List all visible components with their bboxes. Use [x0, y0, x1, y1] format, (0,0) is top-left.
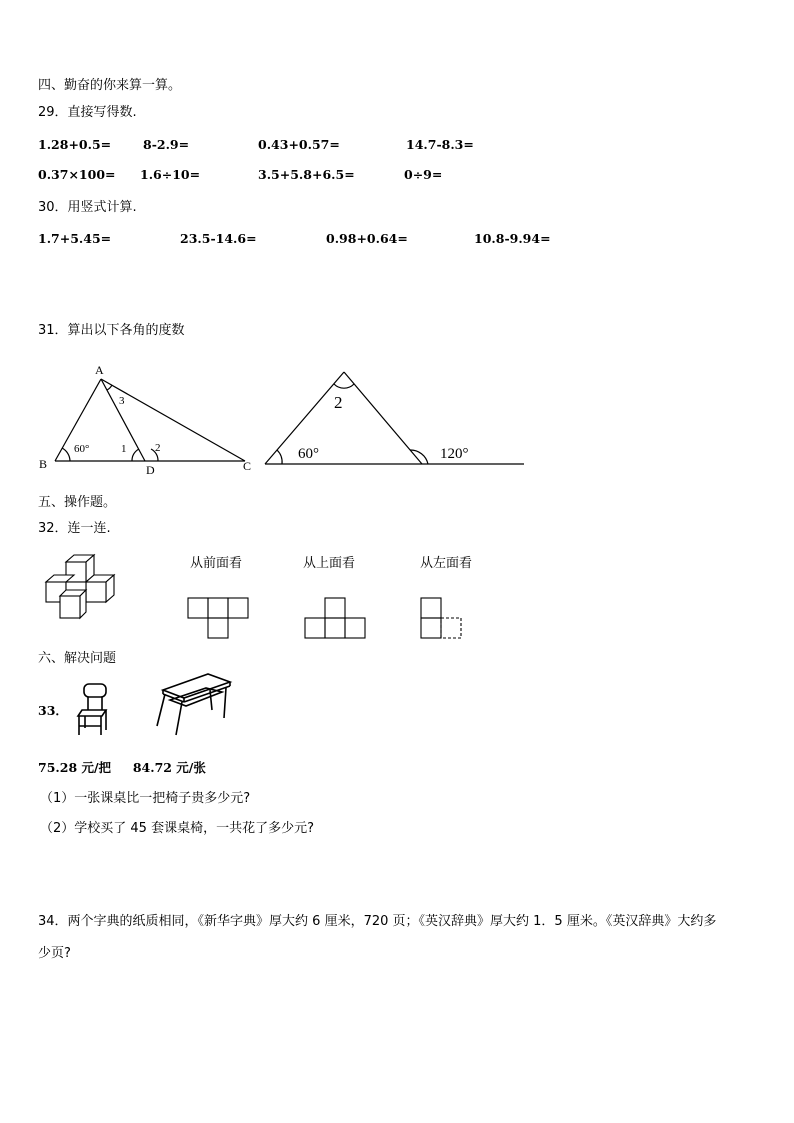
view-top-label: 从上面看 — [303, 556, 356, 571]
q29-item: 3.5+5.8+6.5= — [258, 167, 355, 182]
angle-3-label: 3 — [119, 395, 125, 407]
vertex-a-label: A — [95, 363, 104, 377]
angle-b-label: 60° — [74, 443, 90, 455]
q33-sub-1: （1）一张课桌比一把椅子贵多少元? — [40, 791, 251, 806]
q33-prices: 75.28 元/把 84.72 元/张 — [38, 760, 206, 775]
angle-2-label: 2 — [155, 442, 161, 454]
q29-item: 0.43+0.57= — [258, 137, 340, 152]
section-5-heading: 五、操作题。 — [38, 495, 117, 510]
q30-item: 1.7+5.45= — [38, 231, 112, 246]
q29-item: 1.28+0.5= — [38, 137, 112, 152]
angle-120-label: 120° — [440, 446, 469, 462]
q33-sub-2: （2）学校买了 45 套课桌椅，一共花了多少元? — [40, 821, 314, 836]
q29-title: 29．直接写得数. — [38, 105, 137, 120]
q30-item: 10.8-9.94= — [474, 231, 551, 246]
vertex-d-label: D — [146, 463, 155, 477]
q34-line-1: 34．两个字典的纸质相同，《新华字典》厚大约 6 厘米，720 页；《英汉辞典》厚大约 1．5 厘米。《英汉辞典》大约多 — [38, 914, 717, 929]
q29-item: 14.7-8.3= — [406, 137, 474, 152]
q29-item: 0.37×100= — [38, 167, 116, 182]
angle-60-label: 60° — [298, 446, 319, 462]
q30-item: 23.5-14.6= — [180, 231, 257, 246]
vertex-c-label: C — [243, 459, 252, 473]
q32-title: 32．连一连. — [38, 521, 111, 536]
vertex-b-label: B — [39, 457, 48, 471]
angle-1-label: 1 — [121, 443, 127, 455]
q29-item: 1.6÷10= — [140, 167, 201, 182]
view-left-label: 从左面看 — [420, 556, 473, 571]
q30-title: 30．用竖式计算. — [38, 200, 137, 215]
q34-line-2: 少页? — [38, 946, 71, 961]
view-front-label: 从前面看 — [190, 556, 243, 571]
section-6-heading: 六、解决问题 — [38, 651, 117, 666]
q29-item: 0÷9= — [404, 167, 443, 182]
angle-2-label: 2 — [334, 393, 343, 412]
q30-item: 0.98+0.64= — [326, 231, 408, 246]
q29-item: 8-2.9= — [143, 137, 190, 152]
q31-title: 31．算出以下各角的度数 — [38, 323, 185, 338]
q33-number: 33． — [38, 703, 68, 718]
section-4-heading: 四、勤奋的你来算一算。 — [38, 78, 182, 93]
